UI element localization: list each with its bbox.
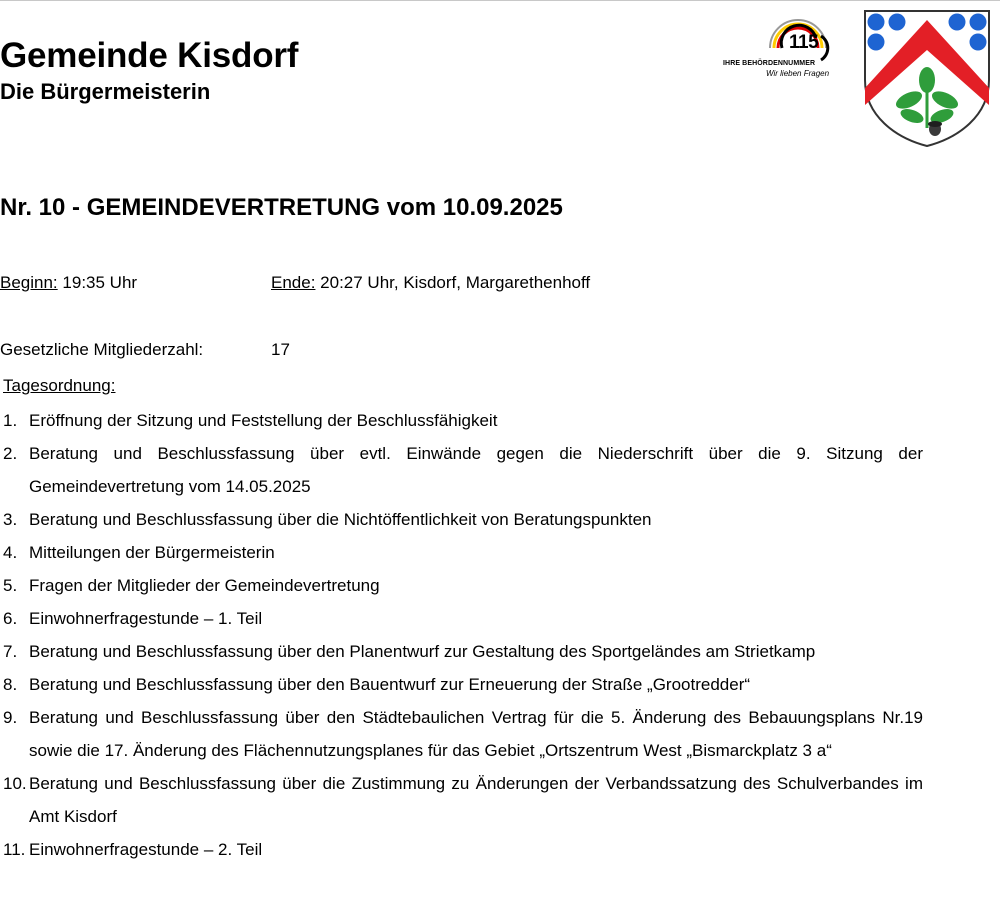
agenda-item-text: Fragen der Mitglieder der Gemeindevertretung — [29, 576, 380, 595]
agenda-item-number: 3. — [3, 510, 18, 529]
kisdorf-coat-of-arms-icon — [862, 8, 992, 148]
agenda-item — [0, 668, 923, 701]
agenda-item-number: 9. — [3, 708, 18, 727]
agenda-item — [0, 536, 923, 569]
begin-value: 19:35 Uhr — [62, 273, 138, 292]
agenda-list — [0, 404, 923, 866]
agenda-item-text: Einwohnerfragestunde – 1. Teil — [29, 609, 263, 628]
115-logo — [718, 8, 838, 80]
115-tagline: IHRE BEHÖRDENNUMMER — [723, 60, 816, 67]
agenda-item — [0, 602, 923, 635]
end-label: Ende: — [271, 273, 316, 292]
agenda-item-number: 8. — [3, 675, 18, 694]
agenda-item-number: 5. — [3, 576, 18, 595]
agenda-item — [0, 833, 923, 866]
agenda-item-number: 2. — [3, 444, 18, 463]
members-value: 17 — [271, 340, 290, 359]
agenda-heading: Tagesordnung: — [3, 376, 116, 395]
agenda-item-number: 7. — [3, 642, 18, 661]
agenda-item-text: Eröffnung der Sitzung und Feststellung der Beschlussfähigkeit — [29, 411, 498, 430]
115-number: 115 — [789, 32, 819, 53]
agenda-item-text: Beratung und Beschlussfassung über die Nichtöffentlichkeit von Beratungspunkten — [29, 510, 652, 529]
115-slogan: Wir lieben Fragen — [766, 69, 830, 78]
agenda-item-text: Beratung und Beschlussfassung über die Zustimmung zu Änderungen der Verbandssatzung des Schulverbandes im Amt Kisdorf — [29, 774, 923, 826]
organization-name: Gemeinde Kisdorf — [0, 36, 299, 75]
agenda-item-number: 1. — [3, 411, 18, 430]
agenda-item-number: 10. — [3, 774, 27, 793]
agenda-item — [0, 404, 923, 437]
agenda-item — [0, 635, 923, 668]
agenda-item — [0, 437, 923, 503]
agenda-item — [0, 701, 923, 767]
agenda-item-number: 11. — [3, 840, 26, 859]
agenda-item-text: Mitteilungen der Bürgermeisterin — [29, 543, 275, 562]
department-name: Die Bürgermeisterin — [0, 79, 211, 104]
agenda-item — [0, 767, 923, 833]
members-label: Gesetzliche Mitgliederzahl: — [0, 340, 204, 359]
agenda-item-number: 6. — [3, 609, 18, 628]
agenda-item-text: Einwohnerfragestunde – 2. Teil — [29, 840, 263, 859]
page-top-border — [0, 0, 1000, 1]
agenda-item-text: Beratung und Beschlussfassung über den Planentwurf zur Gestaltung des Sportgeländes am Strietkamp — [29, 642, 816, 661]
agenda-item-text: Beratung und Beschlussfassung über den Städtebaulichen Vertrag für die 5. Änderung des Bebauungsplans Nr.19 sowie die 17. Änderung des Flächennutzungsplanes für das Gebiet „Ortszentrum West „Bismarckplatz 3 a“ — [29, 708, 923, 760]
meeting-title: Nr. 10 - GEMEINDEVERTRETUNG vom 10.09.2025 — [0, 194, 563, 221]
agenda-item-number: 4. — [3, 543, 18, 562]
agenda-item-text: Beratung und Beschlussfassung über den Bauentwurf zur Erneuerung der Straße „Grootredder“ — [29, 675, 751, 694]
agenda-item-text: Beratung und Beschlussfassung über evtl. Einwände gegen die Niederschrift über die 9. Sitzung der Gemeindevertretung vom 14.05.2025 — [29, 444, 923, 496]
agenda-item — [0, 569, 923, 602]
end-row — [271, 273, 590, 293]
begin-label: Beginn: — [0, 273, 58, 292]
end-value: 20:27 Uhr, Kisdorf, Margarethenhoff — [320, 273, 591, 292]
begin-row — [0, 273, 137, 293]
agenda-item — [0, 503, 923, 536]
